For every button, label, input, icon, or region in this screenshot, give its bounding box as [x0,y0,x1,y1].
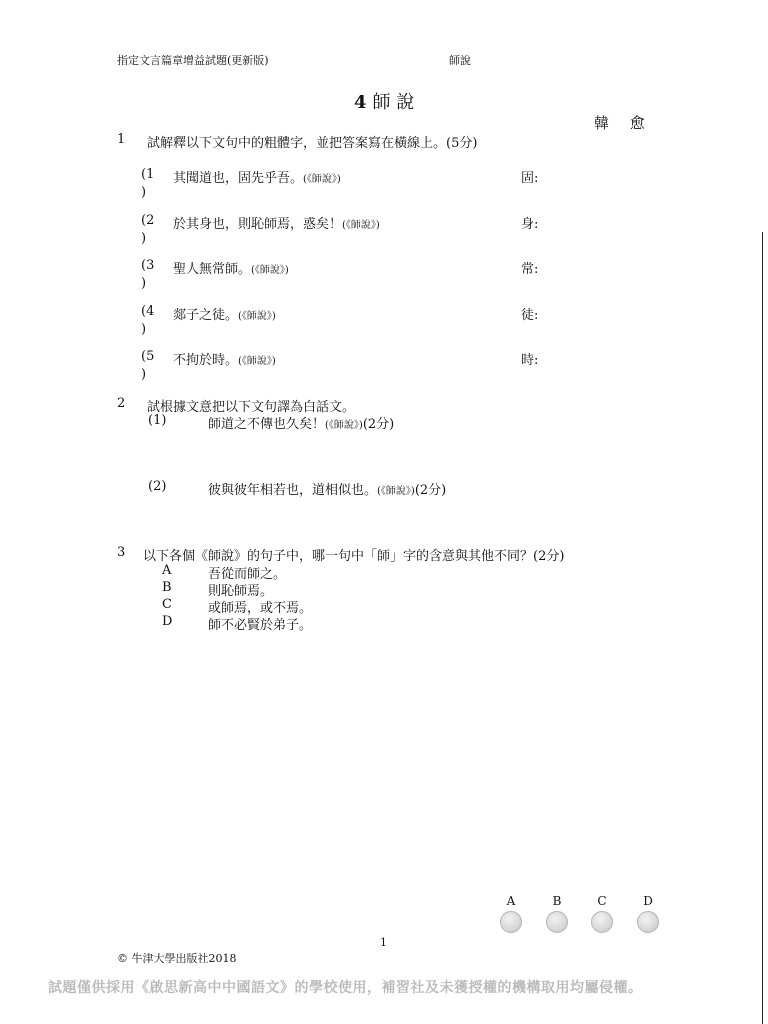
q1-item-num: (4 [141,304,155,319]
q3-option-text: 則恥師焉。 [208,584,274,599]
q1-item-close: ) [141,367,147,382]
q3-option-letter: D [162,614,173,629]
q2-item-text: 師道之不傳也久矣！(《師說》)(2分) [208,417,395,432]
q2-item-marks: (2分) [362,417,395,432]
q1-item-key: 身: [521,217,539,232]
copyright: © 牛津大學出版社2018 [117,952,237,965]
q1-item-num: (3 [141,258,155,273]
answer-letter-d: D [643,894,653,908]
author: 韓 愈 [594,114,653,132]
q1-item-close: ) [141,231,147,246]
answer-bubble-c[interactable] [591,911,613,933]
q2-item-num: (1) [148,413,167,428]
q1-item-source: (《師說》) [303,174,341,185]
page-number: 1 [380,936,387,949]
q1-item-close: ) [141,185,147,200]
q1-item-text: 不拘於時。(《師說》) [173,353,276,368]
q2-prompt: 試根據文意把以下文句譯為白話文。 [147,400,356,415]
q1-item-close: ) [141,322,147,337]
header-right-title: 師說 [449,54,471,67]
q3-option-text: 或師焉，或不焉。 [208,601,313,616]
title-text: 師 說 [372,92,415,113]
q1-item-num: (1 [141,167,155,182]
q3-option-letter: C [162,597,172,612]
q2-item-source: (《師說》) [377,486,415,497]
q1-item-text: 於其身也，則恥師焉，惑矣！(《師說》) [173,217,380,232]
answer-letter-c: C [597,894,607,908]
page-title [354,88,414,114]
answer-bubble-b[interactable] [546,911,568,933]
q1-item-text: 聖人無常師。(《師說》) [173,262,289,277]
q1-item-key: 徒: [521,308,539,323]
answer-bubble-d[interactable] [637,911,659,933]
header-left-title: 指定文言篇章增益試題(更新版) [117,54,269,67]
q1-item-key: 時: [521,353,539,368]
q3-option-text: 吾從而師之。 [208,567,287,582]
q3-option-letter: A [162,563,172,578]
q1-number: 1 [117,132,126,147]
q1-prompt: 試解釋以下文句中的粗體字，並把答案寫在橫線上。(5分) [147,136,478,151]
q3-number: 3 [117,545,126,560]
q1-item-source: (《師說》) [238,311,276,322]
footer-usage-note: 試題僅供採用《啟思新高中中國語文》的學校使用，補習社及未獲授權的機構取用均屬侵權。 [48,980,643,996]
answer-letter-b: B [552,894,562,908]
q1-item-key: 常: [521,262,539,277]
q3-prompt: 以下各個《師說》的句子中，哪一句中「師」字的含意與其他不同？(2分) [143,549,565,564]
q1-item-source: (《師說》) [251,265,289,276]
q1-item-close: ) [141,276,147,291]
answer-letter-a: A [506,894,516,908]
q1-item-key: 固: [521,171,539,186]
q2-item-source: (《師說》) [325,420,363,431]
q1-item-num: (5 [141,349,155,364]
title-number: 4 [354,92,367,113]
right-margin-rule [762,232,763,1024]
q3-option-text: 師不必賢於弟子。 [208,618,313,633]
q1-item-num: (2 [141,213,155,228]
q1-item-text: 其聞道也，固先乎吾。(《師說》) [173,171,341,186]
q2-item-num: (2) [148,479,167,494]
q1-item-text: 郯子之徒。(《師說》) [173,308,276,323]
q2-item-text: 彼與彼年相若也，道相似也。(《師說》)(2分) [208,483,447,498]
q1-item-source: (《師說》) [342,220,380,231]
q3-option-letter: B [162,580,172,595]
q2-number: 2 [117,396,126,411]
q2-item-marks: (2分) [414,483,447,498]
answer-bubble-a[interactable] [500,911,522,933]
q1-item-source: (《師說》) [238,356,276,367]
